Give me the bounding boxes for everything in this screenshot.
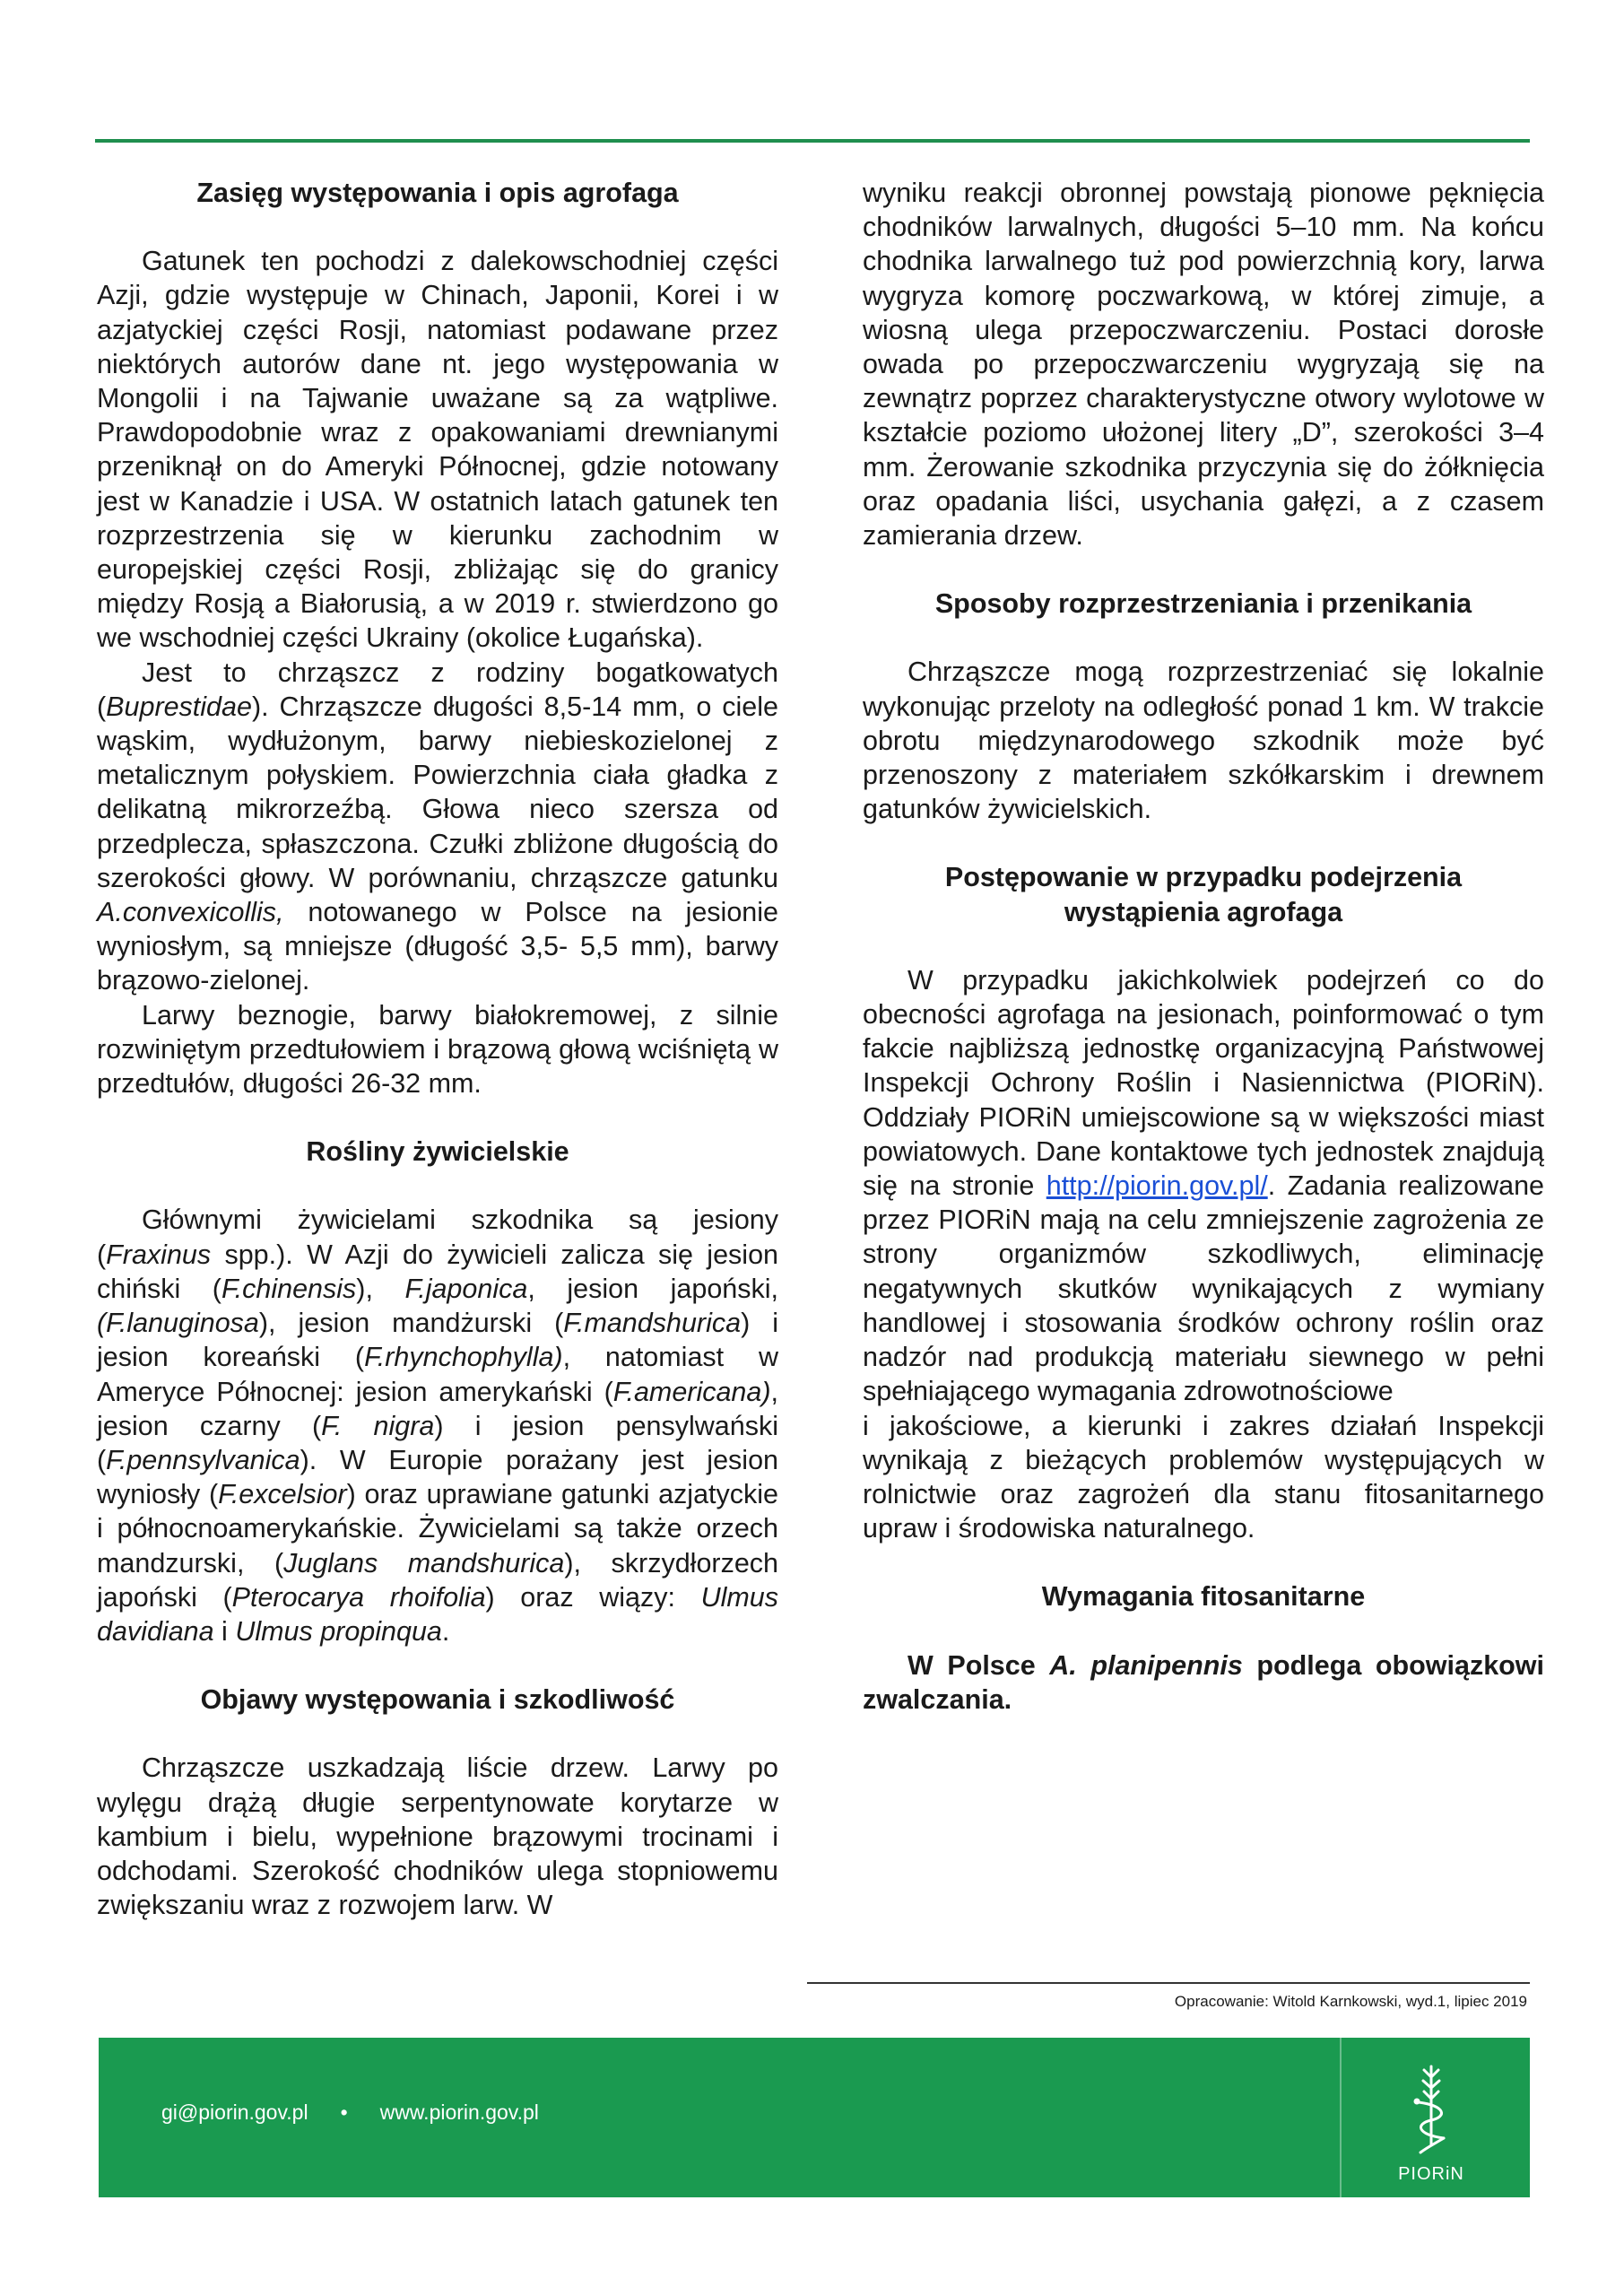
- section-heading-spread: Sposoby rozprzestrzeniania i przenikania: [934, 588, 1472, 620]
- top-rule: [95, 139, 1530, 143]
- footer-contact: [161, 2100, 539, 2125]
- paragraph-spread: Chrząszcze mogą rozprzestrzeniać się lokalnie wykonując przeloty na odległość ponad 1 km. W trakcie obrotu międzynarodowego szkodnik może być przenoszony z materiałem szkółkarskim i drewnem gatunków żywicielskich.: [863, 657, 1544, 825]
- paragraph-range: Gatunek ten pochodzi z dalekowschodniej części Azji, gdzie występuje w Chinach, Japonii, Korei i w azjatyckiej części Rosji, natomiast podawane przez niektórych autorów dane nt. jego występowania w Mongolii i na Tajwanie uważane są za wątpliwe. Prawdopodobnie wraz z opakowaniami drewnianymi przeniknął on do Ameryki Północnej, gdzie notowany jest w Kanadzie i USA. W ostatnich latach gatunek ten rozprzestrzenia się w kierunku zachodnim w europejskiej części Rosji, zbliżając się do granicy między Rosją a Białorusią, a w 2019 r. stwierdzono go we wschodniej części Ukrainy (okolice Ługańska).: [97, 246, 778, 654]
- piorin-logo: [1376, 2059, 1487, 2185]
- paragraph-larvae: Larwy beznogie, barwy białokremowej, z silnie rozwiniętym przedtułowiem i brązową głową wciśniętą w przedtułów, długości 26-32 mm.: [97, 999, 778, 1100]
- footer-banner: [99, 2038, 1530, 2197]
- piorin-link[interactable]: http://piorin.gov.pl/: [1046, 1170, 1268, 1202]
- section-heading-procedure: [863, 860, 1544, 928]
- footer-separator: •: [340, 2100, 348, 2124]
- section-heading-hosts: Rośliny żywicielskie: [306, 1136, 569, 1168]
- right-column: [863, 176, 1544, 1717]
- section-heading-procedure-line2: wystąpienia agrofaga: [1064, 896, 1343, 927]
- paragraph-description: Jest to chrząszcz z rodziny bogatkowatych (Buprestidae). Chrząszcze długości 8,5-14 mm, o ciele wąskim, wydłużonym, barwy niebieskozielonej z metalicznym połyskiem. Powierzchnia ciała gładka z delikatną mikrorzeźbą. Głowa nieco szersza od przedplecza, spłaszczona. Czułki zbliżone długością do szerokości głowy. W porównaniu, chrząszcze gatunku A.convexicollis, notowanego w Polsce na jesionie wyniosłym, są mniejsze (długość 3,5- 5,5 mm), barwy brązowo-zielonej.: [97, 657, 778, 996]
- footer-email[interactable]: gi@piorin.gov.pl: [161, 2100, 308, 2124]
- paragraph-symptoms-continued: wyniku reakcji obronnej powstają pionowe pęknięcia chodników larwalnych, długości 5–10 mm. Na końcu chodnika larwalnego tuż pod powierzchnią kory, larwa wygryza komorę poczwarkową, w której zimuje, a wiosną ulega przepoczwarczeniu. Postaci dorosłe owada po przepoczwarczeniu wygryzają się na zewnątrz poprzez charakterystyczne otwory wylotowe w kształcie poziomo ułożonej litery „D”, szerokości 3–4 mm. Żerowanie szkodnika przyczynia się do żółknięcia oraz opadania liści, usychania gałęzi, a z czasem zamierania drzew.: [863, 178, 1544, 552]
- left-column: [97, 176, 778, 1922]
- paragraph-hosts: Głównymi żywicielami szkodnika są jesiony (Fraxinus spp.). W Azji do żywicieli zalicza się jesion chiński (F.chinensis), F.japonica, jesion japoński, (F.lanuginosa), jesion mandżurski (F.mandshurica) i jesion koreański (F.rhynchophylla), natomiast w Ameryce Północnej: jesion amerykański (F.americana), jesion czarny (F. nigra) i jesion pensylwański (F.pennsylvanica). W Europie porażany jest jesion wyniosły (F.excelsior) oraz uprawiane gatunki azjatyckie i północnoamerykańskie. Żywicielami są także orzech mandzurski, (Juglans mandshurica), skrzydłorzech japoński (Pterocarya rhoifolia) oraz wiązy: Ulmus davidiana i Ulmus propinqua.: [97, 1205, 779, 1647]
- wheat-snake-icon: [1376, 2059, 1487, 2160]
- piorin-logo-text: PIORiN: [1398, 2164, 1464, 2184]
- section-heading-requirements: Wymagania fitosanitarne: [1041, 1581, 1366, 1613]
- paragraph-symptoms: Chrząszcze uszkadzają liście drzew. Larwy po wylęgu drążą długie serpentynowate korytarze w kambium i bielu, wypełnione brązowymi trocinami i odchodami. Szerokość chodników ulega stopniowemu zwiększaniu wraz z rozwojem larw. W: [97, 1752, 778, 1921]
- section-heading-range: Zasięg występowania i opis agrofaga: [196, 178, 679, 208]
- paragraph-procedure: W przypadku jakichkolwiek podejrzeń co do obecności agrofaga na jesionach, poinformować o tym fakcie najbliższą jednostkę organizacyjną Państwowej Inspekcji Ochrony Roślin i Nasiennictwa (PIORiN). Oddziały PIORiN umiejscowione są w większości miast powiatowych. Dane kontaktowe tych jednostek znajdują się na stronie http://piorin.gov.pl/. Zadania realizowane przez PIORiN mają na celu zmniejszenie zagrożenia ze strony organizmów szkodliwych, eliminację negatywnych skutków wynikających z wymiany handlowej i stosowania środków ochrony roślin oraz nadzór nad produkcją materiału siewnego w pełni spełniającego wymagania zdrowotnościowe: [863, 964, 1544, 1407]
- footer-divider: [1340, 2038, 1342, 2197]
- footer-website[interactable]: www.piorin.gov.pl: [379, 2100, 539, 2124]
- author-credit: Opracowanie: Witold Karnkowski, wyd.1, lipiec 2019: [1174, 1993, 1527, 2010]
- bottom-rule: [807, 1982, 1530, 1984]
- paragraph-requirements: W Polsce A. planipennis podlega obowiązkowi zwalczania.: [863, 1649, 1544, 1715]
- section-heading-symptoms: Objawy występowania i szkodliwość: [200, 1684, 675, 1716]
- paragraph-procedure-continued: i jakościowe, a kierunki i zakres działań Inspekcji wynikają z bieżących problemów występujących w rolnictwie oraz zagrożeń dla stanu fitosanitarnego upraw i środowiska naturalnego.: [863, 1410, 1544, 1544]
- section-heading-procedure-line1: Postępowanie w przypadku podejrzenia: [944, 862, 1463, 893]
